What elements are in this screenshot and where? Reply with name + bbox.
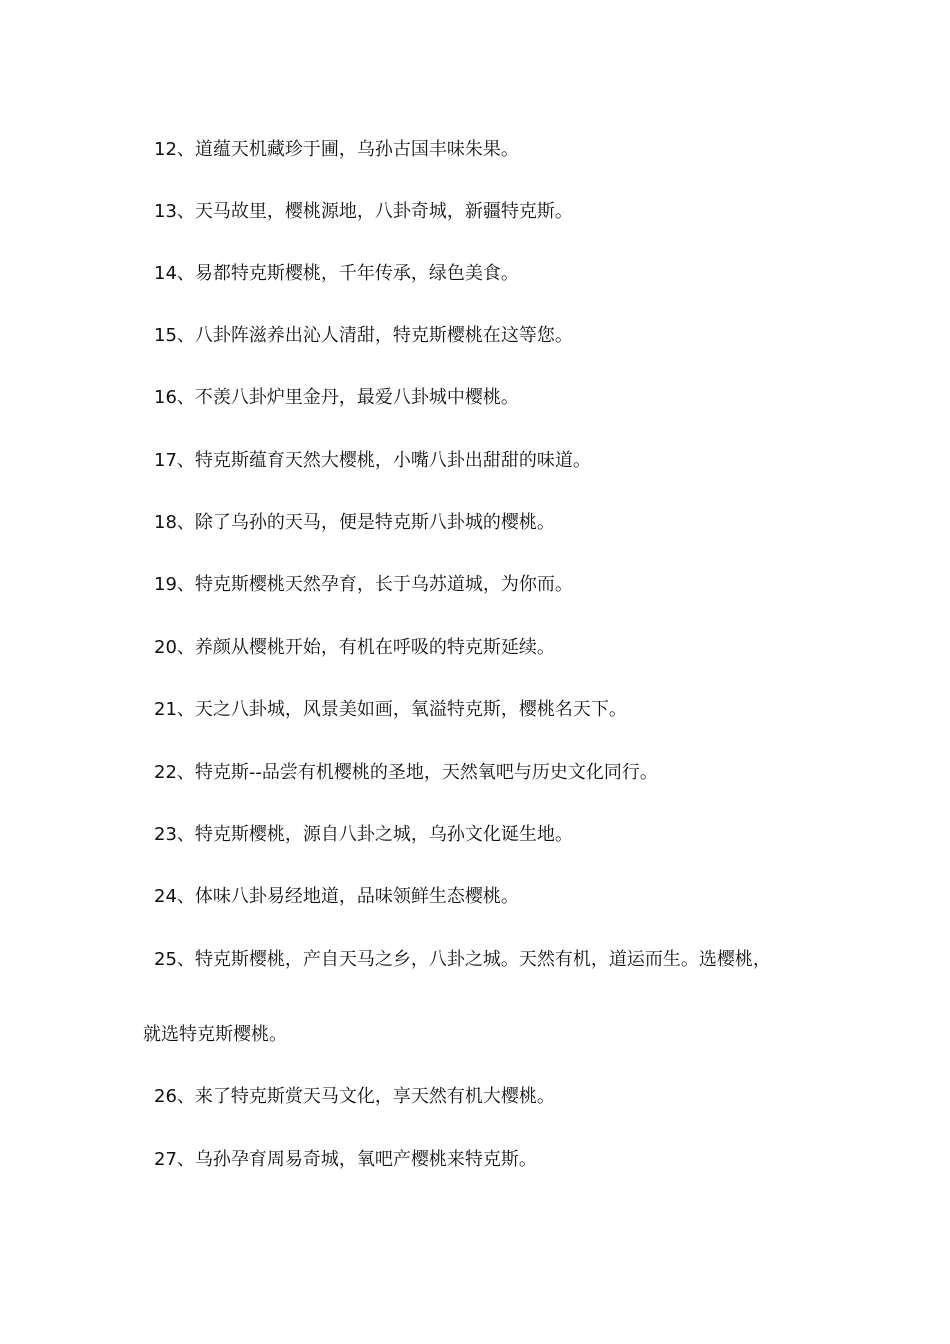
text-line-22: 22、特克斯--品尝有机樱桃的圣地，天然氧吧与历史文化同行。 xyxy=(154,762,658,783)
text-line-21: 21、天之八卦城，风景美如画，氧溢特克斯，樱桃名天下。 xyxy=(154,699,627,720)
text-line-18: 18、除了乌孙的天马，便是特克斯八卦城的樱桃。 xyxy=(154,512,555,533)
text-line-17: 17、特克斯蕴育天然大樱桃，小嘴八卦出甜甜的味道。 xyxy=(154,450,591,471)
text-line-16: 16、不羡八卦炉里金丹，最爱八卦城中樱桃。 xyxy=(154,387,519,408)
text-line-14: 14、易都特克斯樱桃，千年传承，绿色美食。 xyxy=(154,263,519,284)
text-line-12: 12、道蕴天机藏珍于圃，乌孙古国丰味朱果。 xyxy=(154,139,519,160)
text-line-20: 20、养颜从樱桃开始，有机在呼吸的特克斯延续。 xyxy=(154,637,555,658)
text-line-27: 27、乌孙孕育周易奇城，氧吧产樱桃来特克斯。 xyxy=(154,1149,537,1170)
text-line-23: 23、特克斯樱桃，源自八卦之城，乌孙文化诞生地。 xyxy=(154,824,573,845)
text-line-25: 25、特克斯樱桃，产自天马之乡，八卦之城。天然有机，道运而生。选樱桃， xyxy=(154,949,771,970)
text-line-25-continued: 就选特克斯樱桃。 xyxy=(143,1024,287,1045)
text-line-15: 15、八卦阵滋养出沁人清甜，特克斯樱桃在这等您。 xyxy=(154,325,573,346)
text-line-19: 19、特克斯樱桃天然孕育，长于乌苏道城，为你而。 xyxy=(154,574,573,595)
text-line-26: 26、来了特克斯赏天马文化，享天然有机大樱桃。 xyxy=(154,1086,555,1107)
text-line-24: 24、体味八卦易经地道，品味领鲜生态樱桃。 xyxy=(154,886,519,907)
text-line-13: 13、天马故里，樱桃源地，八卦奇城，新疆特克斯。 xyxy=(154,201,573,222)
